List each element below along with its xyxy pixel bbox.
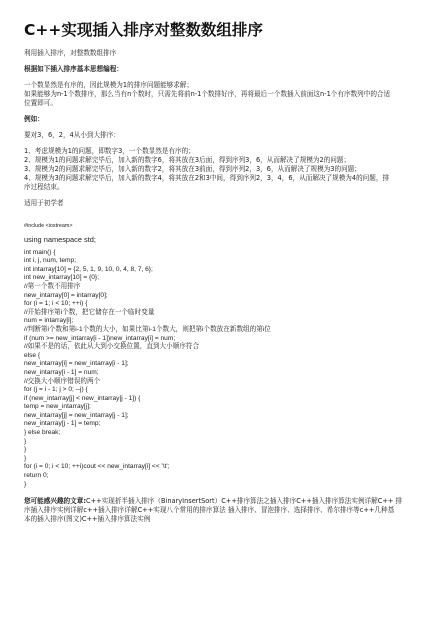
related-articles: [24, 497, 420, 524]
code-line: }: [24, 446, 27, 454]
code-line: new_intarray[0] = intarray[0];: [24, 291, 108, 299]
section-heading: 根据如下插入排序基本思想编程：: [24, 65, 123, 73]
code-line: num = intarray[i];: [24, 317, 74, 325]
code-line: for (i = 1; i < 10; ++i) {: [24, 300, 88, 308]
related-line-3: 本的插入排序(图文)C++插入排序算法实例: [24, 515, 151, 524]
intro-text: 利用插入排序，对整数数组排序: [24, 49, 117, 57]
idea-line: 一个数显然是有序的，因此规模为1的排序问题能够求解；: [24, 81, 194, 89]
idea-line: 如果能够为n-1个数排序，那么当有n个数时，只需先将前n-1个数排好序，再将最后一个数插入前面这n-1个有序数列中的合适: [24, 90, 391, 98]
code-line: int main() {: [24, 248, 56, 256]
code-line: int new_intarray[10] = {0};: [24, 274, 99, 282]
code-line: return 0;: [24, 472, 49, 480]
code-line: new_intarray[j] = new_intarray[j - 1];: [24, 411, 129, 419]
example-heading: 例如：: [24, 115, 44, 123]
example-intro: 要对3，6，2，4从小到大排序：: [24, 131, 120, 139]
steps-list: [24, 147, 420, 192]
code-line: }: [24, 480, 27, 488]
step-item: 序过程结束。: [24, 183, 64, 191]
related-line-2: 序插入排序实例详解c++插入排序详解C++实现八个常用的排序算法 插入排序、冒泡排序、选择排序、希尔排序等c++几种基: [24, 506, 395, 515]
code-include: #include <iostream>: [24, 223, 73, 229]
code-block: [24, 222, 420, 489]
code-namespace: using namespace std;: [24, 234, 96, 244]
step-item: 3、规模为2的问题求解完毕后，加入新的数字2，将其放在3前面，得到序列2，3，6，从而解决了规模为3的问题；: [24, 165, 361, 173]
code-line: }: [24, 437, 27, 445]
code-line: int intarray[10] = {2, 5, 1, 9, 10, 0, 4, 8, 7, 6};: [24, 265, 153, 273]
code-line: new_intarray[i] = new_intarray[i - 1];: [24, 360, 129, 368]
code-line: int i, j, num, temp;: [24, 257, 77, 265]
page-title: C++实现插入排序对整数数组排序: [24, 21, 263, 39]
code-line: temp = new_intarray[j];: [24, 403, 91, 411]
code-line: //开始排序第i个数，把它储存在一个临时变量: [24, 308, 155, 316]
step-item: 4、规模为3的问题求解完毕后，加入新的数字4，将其放在2和3中间，得到序列2，3，4，6，从而解决了规模为4的问题，排: [24, 174, 390, 182]
step-item: 2、规模为1的问题求解完毕后，加入新的数字6，将其放在3后面，得到序列3，6，从而解决了规模为2的问题；: [24, 156, 351, 164]
code-line: new_intarray[j - 1] = temp;: [24, 420, 101, 428]
step-item: 1、考虑规模为1的问题，即数字3，一个数显然是有序的；: [24, 147, 195, 155]
code-line: //如果不是的话，依此从大到小交换位置，直到大小顺序符合: [24, 343, 200, 351]
idea-line: 位置即可。: [24, 99, 57, 107]
related-text: C++实现折半插入排序（BinaryInsertSort）C++排序算法之插入排序C++插入排序算法实例详解C++ 排: [85, 497, 403, 506]
code-line: //判断第i个数和第i-1个数的大小，如果比第i-1个数大，则把第i个数放在新数组的第i位: [24, 325, 271, 333]
code-line: for (j = i - 1; j > 0; --j) {: [24, 386, 88, 394]
document-page: [24, 20, 420, 524]
code-line: //交换大小顺序错误的两个: [24, 377, 101, 385]
audience-note: 适用于初学者: [24, 199, 64, 207]
code-line: //第一个数不用排序: [24, 282, 81, 290]
related-label: 您可能感兴趣的文章:: [24, 497, 86, 506]
code-line: for (i = 0; i < 10; ++i)cout << new_intarray[i] << '\t';: [24, 463, 170, 471]
code-line: if (num >= new_intarray[i - 1])new_intarray[i] = num;: [24, 334, 176, 342]
code-line: }: [24, 454, 27, 462]
related-line-1: [24, 497, 420, 506]
code-line: else {: [24, 351, 41, 359]
code-line: if (new_intarray[j] < new_intarray[j - 1]) {: [24, 394, 141, 402]
idea-paragraph: [24, 81, 420, 108]
code-line: new_intarray[i - 1] = num;: [24, 368, 99, 376]
code-line: } else break;: [24, 429, 61, 437]
